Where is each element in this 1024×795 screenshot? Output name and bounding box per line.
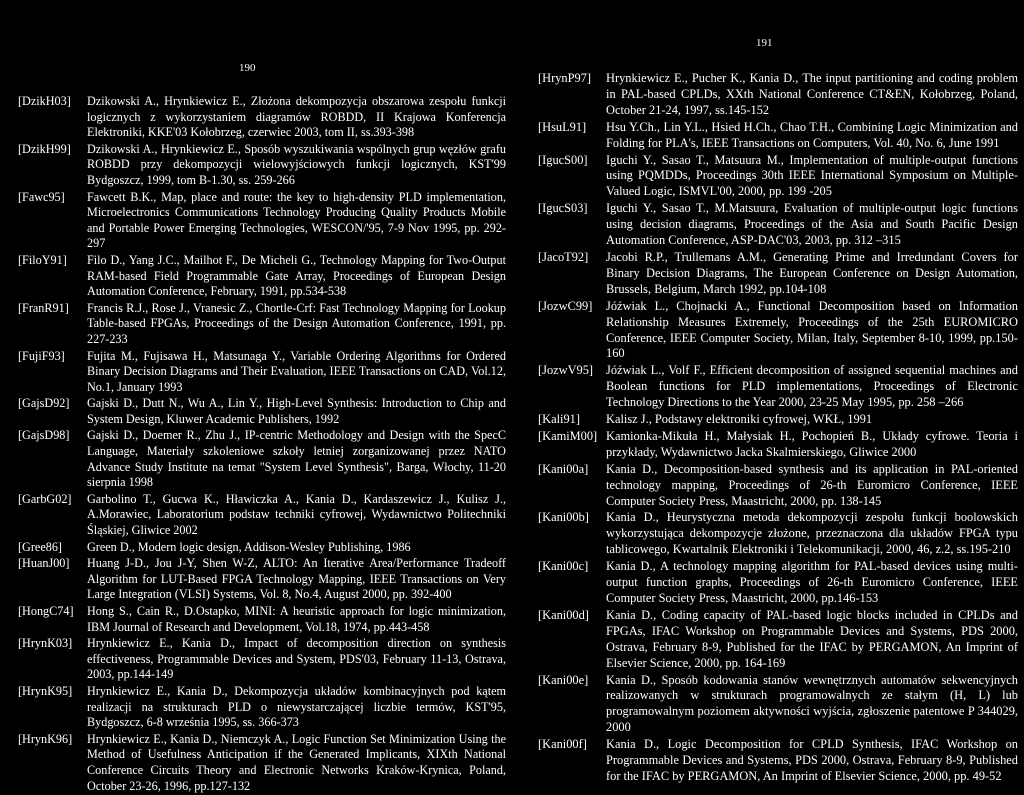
reference-text: Gajski D., Doemer R., Zhu J., IP-centric Methodology and Design with the SpecC Language, Materiały szkoleniowe szkoły letniej zorganizowanej przez NATO Advance Study Institute na temat "System Level Synthesis", Barga, Włochy, 11-20 sierpnia 1998 xyxy=(87,428,506,490)
reference-entry xyxy=(538,412,1018,428)
reference-entry xyxy=(18,253,506,300)
reference-key: [FiloY91] xyxy=(18,252,67,267)
reference-text: Fujita M., Fujisawa H., Matsunaga Y., Variable Ordering Algorithms for Ordered Binary Decision Diagrams and Their Evaluation, IEEE Transactions on CAD, Vol.12, No.1, January 1993 xyxy=(87,348,506,394)
reference-text: Gajski D., Dutt N., Wu A., Lin Y., High-Level Synthesis: Introduction to Chip and System Design, Kluwer Academic Publishers, 1992 xyxy=(87,396,506,426)
reference-text: Hrynkiewicz E., Kania D., Niemczyk A., Logic Function Set Minimization Using the Method of Usefulness Anticipation if the Generated Implicants, XIXth National Conference Circuits Theory and Electronic Networks Kraków-Krynica, Poland, October 23-26, 1996, pp.127-132 xyxy=(87,731,506,793)
reference-text: Dzikowski A., Hrynkiewicz E., Złożona dekompozycja obszarowa zespołu funkcji logicznych z wykorzystaniem diagramów ROBDD, II Krajowa Konferencja Elektroniki, KKE'03 Kołobrzeg, czerwiec 2003, tom II, ss.393-398 xyxy=(87,94,506,140)
reference-key: [IgucS00] xyxy=(538,152,588,167)
reference-entry xyxy=(538,673,1018,737)
reference-entry xyxy=(18,684,506,731)
reference-entry xyxy=(18,604,506,635)
reference-key: [Kali91] xyxy=(538,412,580,427)
reference-key: [GajsD98] xyxy=(18,428,70,443)
reference-text: Jóźwiak L., Volf F., Efficient decomposition of assigned sequential machines and Boolean functions for PLD implementations, Proceedings of Electronic Technology Directions to the Year 2000, 23-25 May 1995, pp. 258 –266 xyxy=(606,363,1018,410)
reference-entry xyxy=(18,556,506,603)
reference-entry xyxy=(18,636,506,683)
reference-text: Hsu Y.Ch., Lin Y.L., Hsied H.Ch., Chao T.H., Combining Logic Minimization and Folding for PLA's, IEEE Transactions on Computers, Vol. 40, No. 6, June 1991 xyxy=(606,119,1018,150)
reference-text: Kania D., Coding capacity of PAL-based logic blocks included in CPLDs and FPGAs, IFAC Workshop on Programmable Devices and Systems, PDS 2000, Ostrava, February 8-9, Published for the IFAC by PERGAMON, An Imprint of Elsevier Science, 2000, pp. 164-169 xyxy=(606,607,1018,670)
reference-key: [IgucS03] xyxy=(538,201,588,216)
reference-text: Kania D., Logic Decomposition for CPLD Synthesis, IFAC Workshop on Programmable Devices and Systems, PDS 2000, Ostrava, February 8-9, Published for the IFAC by PERGAMON, An Imprint of Elsevier Science, 2000, pp. 49-52 xyxy=(606,737,1018,783)
reference-text: Garbolino T., Gucwa K., Hławiczka A., Kania D., Kardaszewicz J., Kulisz J., A.Morawiec, Laboratorium podstaw techniki cyfrowej, Wydawnictwo Politechniki Śląskiej, Gliwice 2002 xyxy=(87,491,506,538)
reference-entry xyxy=(538,510,1018,558)
reference-entry xyxy=(538,250,1018,298)
reference-key: [KamiM00] xyxy=(538,428,598,443)
reference-entry xyxy=(18,492,506,539)
left-page xyxy=(0,0,512,793)
reference-text: Kania D., Heurystyczna metoda dekompozycji zespołu funkcji boolowskich wykorzystująca dekompozycje złożone, przeznaczona dla układów FPGA typu tablicowego, Kwartalnik Elektroniki i Telekomunikacji, 2000, 46, z.2, ss.195-210 xyxy=(606,510,1018,557)
reference-text: Francis R.J., Rose J., Vranesic Z., Chortle-Crf: Fast Technology Mapping for Lookup Table-based FPGAs, Proceedings of the Design Automation Conference, 1991, pp. 227-233 xyxy=(87,300,506,346)
reference-key: [Kani00e] xyxy=(538,672,589,687)
reference-text: Kania D., Sposób kodowania stanów wewnętrznych automatów sekwencyjnych realizowanych w strukturach programowalnych ze stałym (H, L) lub programowalnym poziomem aktywności wyjścia, zgłoszenie patentowe P 344029, 2000 xyxy=(606,672,1018,735)
reference-key: [JozwV95] xyxy=(538,363,594,378)
reference-text: Jacobi R.P., Trullemans A.M., Generating Prime and Irredundant Covers for Binary Decision Diagrams, The European Conference on Design Automation, Brussels, Belgium, March 1992, pp.104-108 xyxy=(606,249,1018,296)
reference-entry xyxy=(18,732,506,794)
reference-entry xyxy=(18,190,506,252)
reference-entry xyxy=(538,71,1018,119)
reference-key: [HongC74] xyxy=(18,604,74,618)
reference-entry xyxy=(18,349,506,396)
reference-key: [HsuL91] xyxy=(538,119,587,134)
reference-text: Hrynkiewicz E., Kania D., Dekompozycja układów kombinacyjnych pod kątem realizacji na strukturach PLD o niewystarczającej liczbie termów, KST'95, Bydgoszcz, 6-8 września 1995, ss. 366-373 xyxy=(87,683,506,730)
reference-entry xyxy=(18,94,506,141)
reference-text: Hrynkiewicz E., Kania D., Impact of decomposition direction on synthesis effectiveness, Programmable Devices and System, PDS'03, February 11-13, Ostrava, 2003, pp.144-149 xyxy=(87,636,506,682)
reference-text: Green D., Modern logic design, Addison-Wesley Publishing, 1986 xyxy=(87,539,411,554)
reference-key: [Kani00d] xyxy=(538,607,589,622)
reference-key: [FujiF93] xyxy=(18,348,65,363)
reference-key: [JozwC99] xyxy=(538,298,593,313)
reference-key: [JacoT92] xyxy=(538,249,589,264)
reference-entry xyxy=(18,428,506,490)
reference-entry xyxy=(538,299,1018,363)
reference-entry xyxy=(18,301,506,348)
reference-entry xyxy=(538,363,1018,411)
page-number: 191 xyxy=(756,37,773,49)
reference-list xyxy=(18,94,506,795)
reference-key: [Gree86] xyxy=(18,539,62,554)
reference-entry xyxy=(18,142,506,189)
reference-key: [HrynK03] xyxy=(18,636,73,651)
reference-entry xyxy=(538,429,1018,461)
reference-key: [Kani00f] xyxy=(538,737,587,752)
reference-text: Dzikowski A., Hrynkiewicz E., Sposób wyszukiwania wspólnych grup węzłów grafu ROBDD przy dekompozycji wielowyjściowych funkcji logicznych, KST'99 Bydgoszcz, 1999, tom B-1.30, ss. 259-266 xyxy=(87,141,506,187)
reference-key: [FranR91] xyxy=(18,300,69,315)
reference-key: [DzikH03] xyxy=(18,94,71,108)
reference-text: Fawcett B.K., Map, place and route: the key to high-density PLD implementation, Microelectronics Communications Technology Producing Quality Products Mobile and Portable Power Emerging Technologies, WESCON/'95, 7-9 Nov 1995, pp. 292-297 xyxy=(87,189,506,251)
reference-list xyxy=(538,71,1018,786)
reference-text: Kania D., Decomposition-based synthesis and its application in PAL-oriented technology mapping, Proceedings of 26-th Euromicro Conference, IEEE Computer Society Press, Maastricht, 2000, pp. 138-145 xyxy=(606,461,1018,508)
reference-key: [DzikH99] xyxy=(18,141,71,156)
reference-text: Iguchi Y., Sasao T., M.Matsuura, Evaluation of multiple-output logic functions using decision diagrams, Proceedings of the Asia and South Pacific Design Automation Conference, ASP-DAC'03, 2003, pp. 312 –315 xyxy=(606,201,1018,248)
reference-entry xyxy=(18,540,506,556)
reference-key: [Fawc95] xyxy=(18,189,65,204)
reference-key: [HuanJ00] xyxy=(18,556,70,571)
reference-text: Hrynkiewicz E., Pucher K., Kania D., The input partitioning and coding problem in PAL-based CPLDs, XXth National Conference CT&EN, Kołobrzeg, Poland, October 21-24, 1997, ss.145-152 xyxy=(606,71,1018,117)
reference-key: [GajsD92] xyxy=(18,396,70,411)
reference-entry xyxy=(538,120,1018,152)
reference-text: Kamionka-Mikuła H., Małysiak H., Pochopień B., Układy cyfrowe. Teoria i przykłady, Wydawnictwo Jacka Skalmierskiego, Gliwice 2000 xyxy=(606,428,1018,459)
reference-key: [Kani00c] xyxy=(538,559,589,574)
reference-entry xyxy=(538,462,1018,510)
reference-key: [Kani00a] xyxy=(538,461,589,476)
page-number: 190 xyxy=(239,62,256,74)
reference-key: [Kani00b] xyxy=(538,510,589,525)
reference-text: Kania D., A technology mapping algorithm for PAL-based devices using multi-output function graphs, Proceedings of 26-th Euromicro Conference, IEEE Computer Society Press, Maastricht, 2000, pp.146-153 xyxy=(606,559,1018,605)
reference-text: Hong S., Cain R., D.Ostapko, MINI: A heuristic approach for logic minimization, IBM Journal of Research and Development, Vol.18, 1974, pp.443-458 xyxy=(87,604,506,634)
reference-key: [HrynK96] xyxy=(18,731,73,746)
reference-key: [HrynP97] xyxy=(538,71,591,85)
reference-text: Filo D., Yang J.C., Mailhot F., De Micheli G., Technology Mapping for Two-Output RAM-based Field Programmable Gate Array, Proceedings of European Design Automation Conference, February, 1991, pp.534-538 xyxy=(87,252,506,299)
reference-text: Iguchi Y., Sasao T., Matsuura M., Implementation of multiple-output functions using PQMDDs, Proceedings 30th IEEE International Symposium on Multiple-Valued Logic, ISMVL'00, 2000, pp. 199 -205 xyxy=(606,152,1018,199)
reference-key: [GarbG02] xyxy=(18,491,72,506)
reference-entry xyxy=(538,559,1018,607)
reference-entry xyxy=(18,396,506,427)
right-page xyxy=(512,0,1024,783)
reference-text: Kalisz J., Podstawy elektroniki cyfrowej, WKŁ, 1991 xyxy=(606,412,873,427)
reference-key: [HrynK95] xyxy=(18,683,73,698)
reference-text: Jóźwiak L., Chojnacki A., Functional Decomposition based on Information Relationship Measures Extremely, Proceedings of the 25th EUROMICRO Conference, IEEE Computer Society, Milan, Italy, September 8-10, 1999, pp.150-160 xyxy=(606,298,1018,361)
reference-entry xyxy=(538,153,1018,201)
reference-entry xyxy=(538,608,1018,672)
reference-entry xyxy=(538,201,1018,249)
reference-text: Huang J-D., Jou J-Y, Shen W-Z, ALTO: An Iterative Area/Performance Tradeoff Algorithm for LUT-Based FPGA Technology Mapping, IEEE Transactions on Very Large Integration (VLSI) Systems, Vol. 8, No.4, August 2000, pp. 392-400 xyxy=(87,556,506,602)
